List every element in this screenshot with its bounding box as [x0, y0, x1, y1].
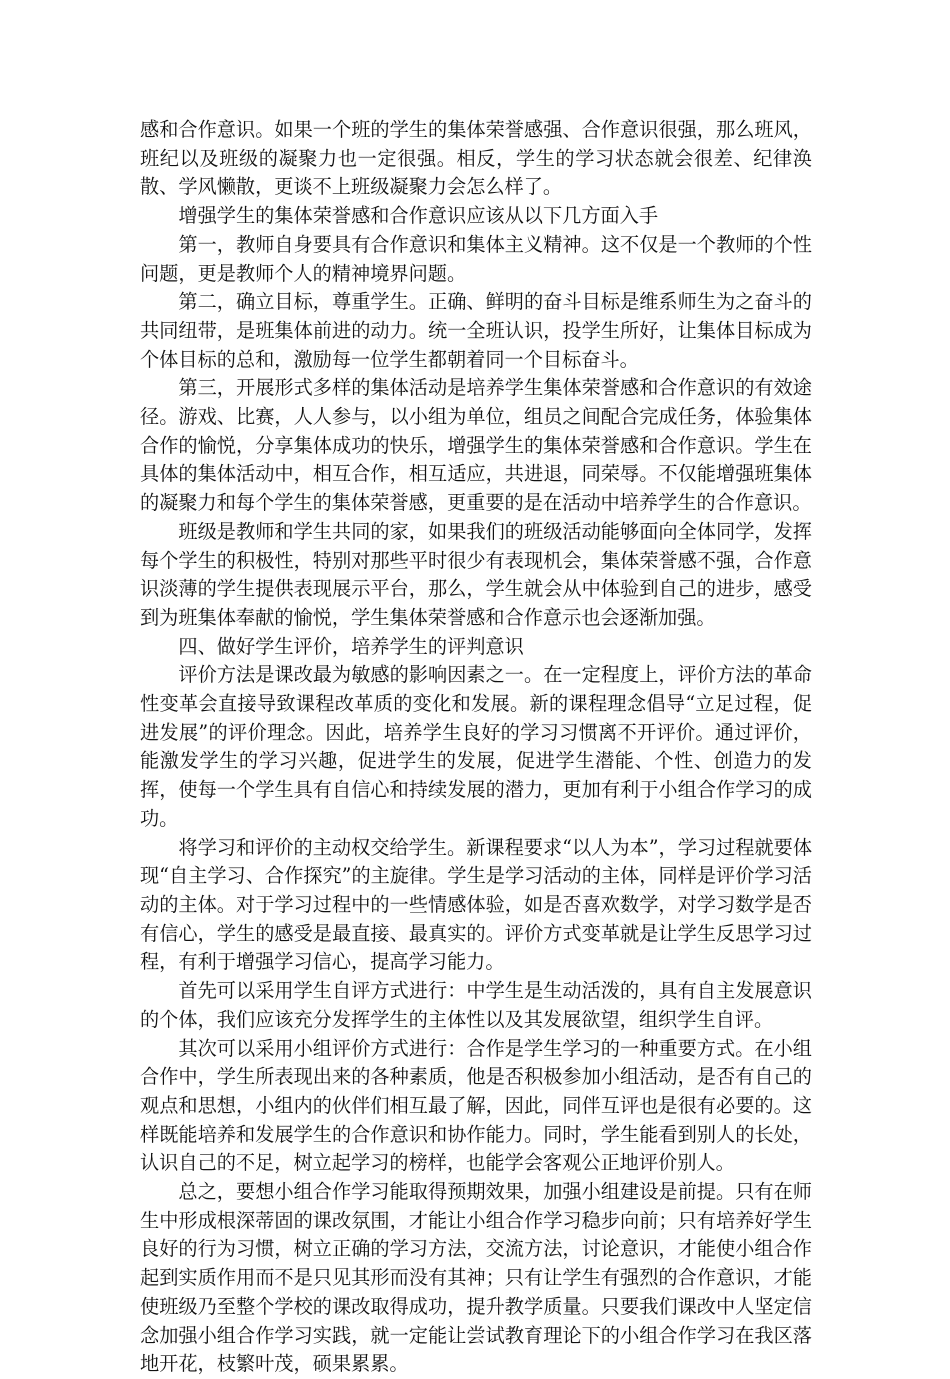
- paragraph-evaluation-method: 评价方法是课改最为敏感的影响因素之一。在一定程度上，评价方法的革命性变革会直接导致课程改革质的变化和发展。新的课程理念倡导“立足过程，促进发展”的评价理念。因此，培养学生良好的学习习惯离不开评价。通过评价，能激发学生的学习兴趣，促进学生的发展，促进学生潜能、个性、创造力的发挥，使每一个学生具有自信心和持续发展的潜力，更加有利于小组合作学习的成功。: [140, 663, 812, 830]
- section-heading-approaches: 增强学生的集体荣誉感和合作意识应该从以下几方面入手: [178, 204, 659, 228]
- paragraph-first: 第一，教师自身要具有合作意识和集体主义精神。这不仅是一个教师的个性问题，更是教师个人的精神境界问题。: [140, 232, 812, 285]
- paragraph-student-initiative: 将学习和评价的主动权交给学生。新课程要求“以人为本”，学习过程就要体现“自主学习、合作探究”的主旋律。学生是学习活动的主体，同样是评价学习活动的主体。对于学习过程中的一些情感体验，如是否喜欢数学，对学习数学是否有信心，学生的感受是最直接、最真实的。评价方式变革就是让学生反思学习过程，有利于增强学习信心，提高学习能力。: [140, 835, 813, 974]
- paragraph-second: 第二，确立目标，尊重学生。正确、鲜明的奋斗目标是维系师生为之奋斗的共同纽带，是班集体前进的动力。统一全班认识，投学生所好，让集体目标成为个体目标的总和，激励每一位学生都朝着同一个目标奋斗。: [140, 290, 812, 371]
- paragraph-class-home: 班级是教师和学生共同的家，如果我们的班级活动能够面向全体同学，发挥每个学生的积极性，特别对那些平时很少有表现机会，集体荣誉感不强，合作意识淡薄的学生提供表现展示平台，那么，学生就会从中体验到自己的进步，感受到为班集体奉献的愉悦，学生集体荣誉感和合作意示也会逐渐加强。: [140, 519, 812, 629]
- paragraph-group-evaluation: 其次可以采用小组评价方式进行：合作是学生学习的一种重要方式。在小组合作中，学生所表现出来的各种素质，他是否积极参加小组活动，是否有自己的观点和思想，小组内的伙伴们相互最了解，因此，同伴互评也是很有必要的。这样既能培养和发展学生的合作意识和协作能力。同时，学生能看到别人的长处，认识自己的不足，树立起学习的榜样，也能学会客观公正地评价别人。: [140, 1036, 812, 1175]
- paragraph-continuation: 感和合作意识。如果一个班的学生的集体荣誉感强、合作意识很强，那么班风，班纪以及班级的凝聚力也一定很强。相反，学生的学习状态就会很差、纪律涣散、学风懒散，更谈不上班级凝聚力会怎么样了。: [140, 118, 812, 199]
- document-body: [140, 116, 812, 1379]
- paragraph-third: 第三，开展形式多样的集体活动是培养学生集体荣誉感和合作意识的有效途径。游戏、比赛，人人参与，以小组为单位，组员之间配合完成任务，体验集体合作的愉悦，分享集体成功的快乐，增强学生的集体荣誉感和合作意识。学生在具体的集体活动中，相互合作，相互适应，共进退，同荣辱。不仅能增强班集体的凝聚力和每个学生的集体荣誉感，更重要的是在活动中培养学生的合作意识。: [140, 376, 812, 515]
- paragraph-self-evaluation: 首先可以采用学生自评方式进行：中学生是生动活泼的，具有自主发展意识的个体，我们应该充分发挥学生的主体性以及其发展欲望，组织学生自评。: [140, 979, 812, 1031]
- section-heading-evaluation: 四、做好学生评价，培养学生的评判意识: [178, 634, 524, 658]
- paragraph-conclusion: 总之，要想小组合作学习能取得预期效果，加强小组建设是前提。只有在师生中形成根深蒂固的课改氛围，才能让小组合作学习稳步向前；只有培养好学生良好的行为习惯，树立正确的学习方法，交流方法，讨论意识，才能使小组合作起到实质作用而不是只见其形而没有其神；只有让学生有强烈的合作意识，才能使班级乃至整个学校的课改取得成功，提升教学质量。只要我们课改中人坚定信念加强小组合作学习实践，就一定能让尝试教育理论下的小组合作学习在我区落地开花，枝繁叶茂，硕果累累。: [140, 1180, 812, 1376]
